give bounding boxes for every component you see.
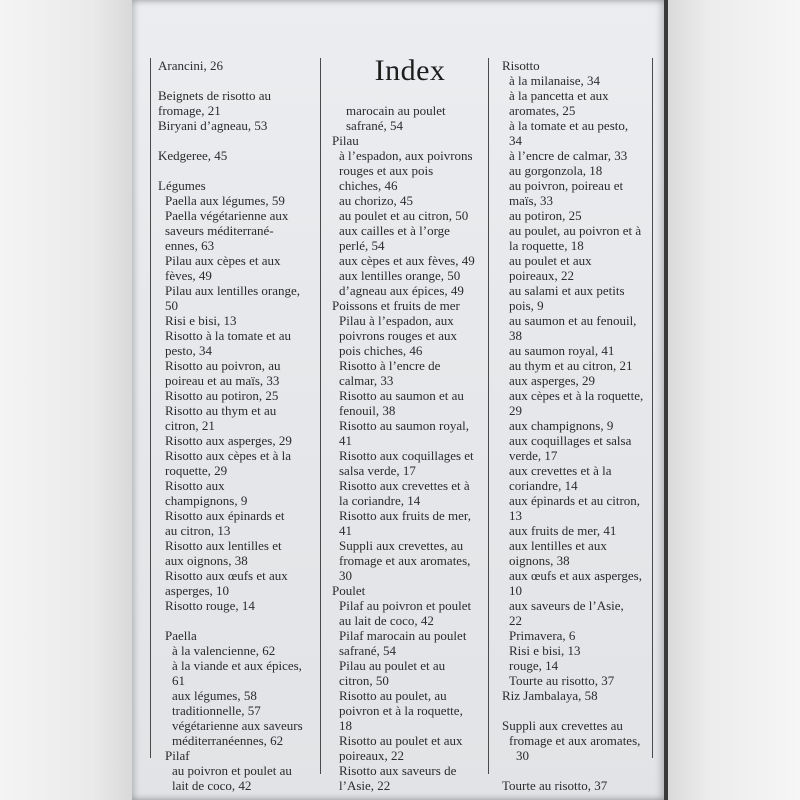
index-entry: aux fruits de mer, 41 [509, 523, 617, 538]
index-entry: Risotto aux [165, 478, 225, 493]
index-entry: Paella [165, 628, 197, 643]
index-entry: Pilau à l’espadon, aux [339, 313, 454, 328]
index-entry: Risotto aux épinards et [165, 508, 285, 523]
index-entry: aux crevettes et à la [509, 463, 612, 478]
index-spacer [502, 763, 647, 778]
index-entry: Risi e bisi, 13 [509, 643, 581, 658]
index-entry: Suppli aux crevettes, au [339, 538, 464, 553]
index-entry: au poulet, au poivron et à [509, 223, 642, 238]
index-entry: à la valencienne, 62 [172, 643, 276, 658]
index-entry: poivron et à la roquette, [339, 703, 463, 718]
index-entry: Risotto aux cèpes et à la [165, 448, 291, 463]
index-entry: pois chiches, 46 [339, 343, 423, 358]
index-entry: Riz Jambalaya, 58 [502, 688, 598, 703]
index-entry: chiches, 46 [339, 178, 398, 193]
index-entry: Paella végétarienne aux [165, 208, 289, 223]
index-entry: Risotto aux asperges, 29 [165, 433, 292, 448]
index-entry: au poivron et poulet au [172, 763, 292, 778]
index-entry: rouge, 14 [509, 658, 559, 673]
index-entry: fenouil, 38 [339, 403, 396, 418]
index-entry: au thym et au citron, 21 [509, 358, 633, 373]
index-entry: la roquette, 18 [509, 238, 584, 253]
index-entry: fromage et aux aromates, [509, 733, 641, 748]
index-entry: pesto, 34 [165, 343, 212, 358]
index-entry: d’agneau aux épices, 49 [339, 283, 464, 298]
index-entry: au poivron, poireau et [509, 178, 624, 193]
index-spacer [158, 163, 320, 178]
index-entry: Poissons et fruits de mer [332, 298, 460, 313]
index-entry: Paella aux légumes, 59 [165, 193, 285, 208]
index-entry: 50 [165, 298, 178, 313]
index-entry: poivrons rouges et aux [339, 328, 458, 343]
index-entry: aux cèpes et aux fèves, 49 [339, 253, 475, 268]
index-entry: verde, 17 [509, 448, 558, 463]
index-entry: la coriandre, 14 [339, 493, 421, 508]
index-entry: Primavera, 6 [509, 628, 576, 643]
index-entry: aux coquillages et salsa [509, 433, 632, 448]
index-entry: salsa verde, 17 [339, 463, 416, 478]
index-entry: oignons, 38 [509, 553, 570, 568]
index-entry: Risotto au poivron, au [165, 358, 281, 373]
index-entry: Risotto aux saveurs de [339, 763, 457, 778]
index-entry: citron, 50 [339, 673, 389, 688]
index-entry: poireaux, 22 [339, 748, 404, 763]
index-entry: aux asperges, 29 [509, 373, 596, 388]
index-entry: au poulet et aux [509, 253, 592, 268]
index-entry: 30 [339, 568, 352, 583]
index-spacer [158, 613, 320, 628]
index-entry: Risotto au saumon royal, [339, 418, 469, 433]
index-entry: aux lentilles et aux [509, 538, 607, 553]
index-entry: à la viande et aux épices, [172, 658, 302, 673]
index-entry: maïs, 33 [509, 193, 554, 208]
index-entry: pois, 9 [509, 298, 544, 313]
index-entry: à l’espadon, aux poivrons [339, 148, 473, 163]
index-entry: poireau et au maïs, 33 [165, 373, 280, 388]
index-entry: marocain au poulet [346, 103, 446, 118]
index-entry: champignons, 9 [165, 493, 248, 508]
index-entry: asperges, 10 [165, 583, 230, 598]
index-entry: aux lentilles orange, 50 [339, 268, 461, 283]
index-entry: au salami et aux petits [509, 283, 625, 298]
index-entry: Risotto rouge, 14 [165, 598, 255, 613]
index-entry: Tourte au risotto, 37 [502, 778, 608, 793]
index-entry: 13 [509, 508, 522, 523]
index-entry: aux légumes, 58 [172, 688, 257, 703]
index-entry: 29 [509, 403, 522, 418]
index-entry: Risi e bisi, 13 [165, 313, 237, 328]
index-entry: aux épinards et au citron, [509, 493, 641, 508]
index-entry: à la tomate et au pesto, [509, 118, 629, 133]
index-entry: Risotto aux fruits de mer, [339, 508, 471, 523]
index-entry: aux oignons, 38 [165, 553, 248, 568]
index-entry: à la milanaise, 34 [509, 73, 600, 88]
index-entry: 41 [339, 433, 352, 448]
index-entry: fromage et aux aromates, [339, 553, 471, 568]
index-entry: au citron, 13 [165, 523, 231, 538]
index-entry: Risotto au poulet et aux [339, 733, 463, 748]
index-entry: végétarienne aux saveurs [172, 718, 303, 733]
index-spacer [158, 73, 320, 88]
index-entry: Suppli aux crevettes au [502, 718, 623, 733]
index-entry: Beignets de risotto au [158, 88, 272, 103]
index-entry: rouges et aux pois [339, 163, 434, 178]
index-entry: au chorizo, 45 [339, 193, 414, 208]
index-entry: Risotto au thym et au [165, 403, 277, 418]
index-entry: 22 [509, 613, 522, 628]
index-entry: Pilaf [165, 748, 190, 763]
index-entry: l’Asie, 22 [339, 778, 391, 793]
index-entry: 61 [172, 673, 185, 688]
index-entry: safrané, 54 [339, 643, 397, 658]
page-title: Index [374, 54, 446, 87]
index-entry: aux cailles et à l’orge [339, 223, 450, 238]
index-entry: 34 [509, 133, 522, 148]
index-entry: au poulet et au citron, 50 [339, 208, 469, 223]
index-spacer [158, 133, 320, 148]
index-entry: Risotto [502, 58, 540, 73]
index-entry: fèves, 49 [165, 268, 212, 283]
index-entry: Risotto aux œufs et aux [165, 568, 288, 583]
index-entry: au saumon et au fenouil, [509, 313, 637, 328]
index-column-3 [502, 58, 647, 793]
index-entry: Risotto au poulet, au [339, 688, 447, 703]
index-entry: Kedgeree, 45 [158, 148, 228, 163]
index-entry: 41 [339, 523, 352, 538]
index-entry: à l’encre de calmar, 33 [509, 148, 628, 163]
index-entry: perlé, 54 [339, 238, 385, 253]
index-entry: Risotto à la tomate et au [165, 328, 291, 343]
page-edge [664, 0, 668, 800]
index-entry: Pilau aux cèpes et aux [165, 253, 281, 268]
index-entry: Poulet [332, 583, 366, 598]
index-entry: Arancini, 26 [158, 58, 223, 73]
index-entry: au gorgonzola, 18 [509, 163, 603, 178]
index-entry: Risotto aux crevettes et à [339, 478, 470, 493]
index-entry: aromates, 25 [509, 103, 576, 118]
index-entry: 38 [509, 328, 522, 343]
index-entry: Risotto au saumon et au [339, 388, 464, 403]
index-entry: au potiron, 25 [509, 208, 582, 223]
index-entry: Légumes [158, 178, 206, 193]
index-entry: 18 [339, 718, 352, 733]
index-entry: 10 [509, 583, 522, 598]
index-entry: calmar, 33 [339, 373, 394, 388]
index-entry: safrané, 54 [346, 118, 404, 133]
index-entry: roquette, 29 [165, 463, 228, 478]
index-entry: Risotto au potiron, 25 [165, 388, 279, 403]
index-entry: Pilau aux lentilles orange, [165, 283, 301, 298]
index-spacer [332, 58, 488, 73]
index-entry: Risotto à l’encre de [339, 358, 441, 373]
index-entry: lait de coco, 42 [172, 778, 252, 793]
index-entry: aux champignons, 9 [509, 418, 614, 433]
index-entry: 30 [516, 748, 529, 763]
index-entry: poireaux, 22 [509, 268, 574, 283]
column-divider-right [652, 58, 653, 758]
index-entry: fromage, 21 [158, 103, 221, 118]
index-column-2 [332, 58, 488, 793]
index-entry: aux cèpes et à la roquette, [509, 388, 644, 403]
index-entry: ennes, 63 [165, 238, 215, 253]
index-entry: aux saveurs de l’Asie, [509, 598, 624, 613]
index-entry: à la pancetta et aux [509, 88, 609, 103]
index-entry: saveurs méditerrané- [165, 223, 274, 238]
background-left [0, 0, 132, 800]
index-spacer [332, 88, 488, 103]
column-divider-2 [488, 58, 489, 774]
index-entry: aux œufs et aux asperges, [509, 568, 642, 583]
index-entry: au saumon royal, 41 [509, 343, 615, 358]
index-entry: Risotto aux coquillages et [339, 448, 474, 463]
index-entry: Pilaf marocain au poulet [339, 628, 467, 643]
index-entry: Risotto aux lentilles et [165, 538, 282, 553]
index-column-1 [158, 58, 320, 793]
index-entry: méditerranéennes, 62 [172, 733, 284, 748]
index-entry: Biryani d’agneau, 53 [158, 118, 268, 133]
index-spacer [332, 73, 488, 88]
column-divider-1 [320, 58, 321, 774]
column-divider-left [150, 58, 151, 758]
background-right [668, 0, 800, 800]
index-entry: Pilau au poulet et au [339, 658, 446, 673]
index-entry: Pilaf au poivron et poulet [339, 598, 472, 613]
index-entry: traditionnelle, 57 [172, 703, 261, 718]
index-entry: au lait de coco, 42 [339, 613, 434, 628]
index-entry: Pilau [332, 133, 359, 148]
index-entry: citron, 21 [165, 418, 215, 433]
index-spacer [502, 703, 647, 718]
index-entry: coriandre, 14 [509, 478, 578, 493]
index-entry: Tourte au risotto, 37 [509, 673, 615, 688]
